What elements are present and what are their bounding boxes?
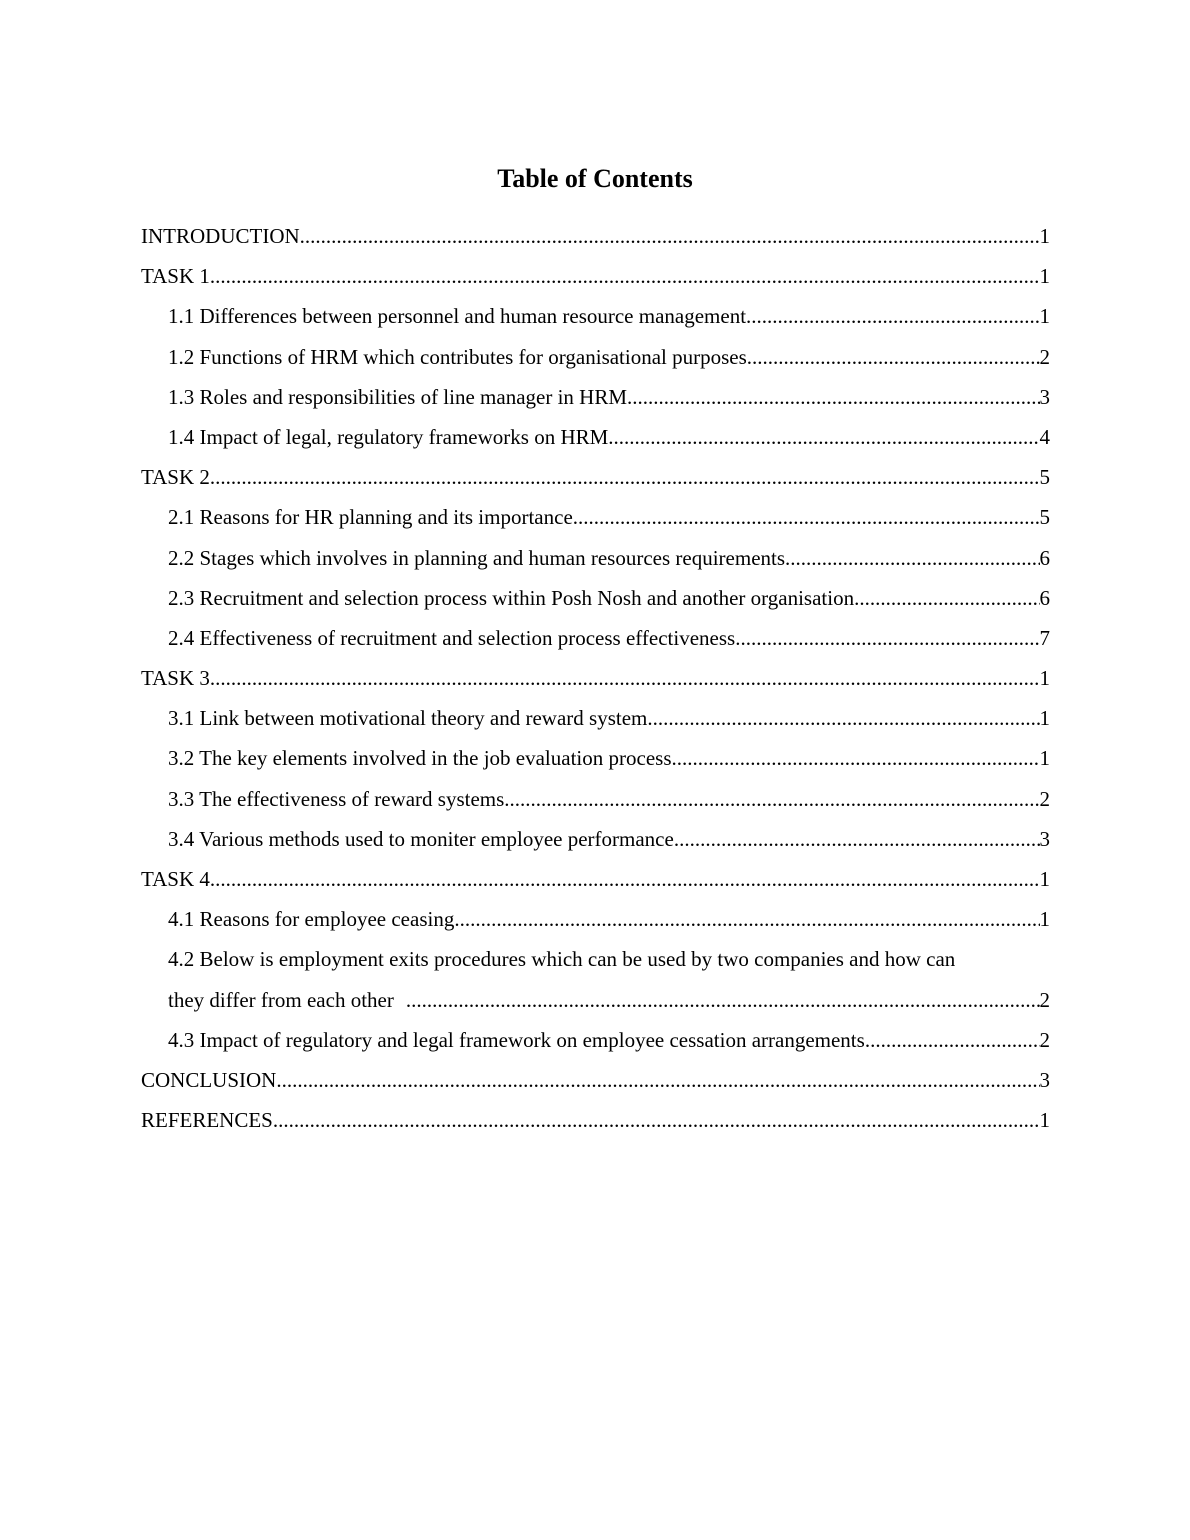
toc-entry-page: 6 <box>1039 585 1050 610</box>
toc-entry-label: INTRODUCTION <box>141 224 300 248</box>
toc-entry-label: 1.4 Impact of legal, regulatory frameworks on HRM <box>168 424 609 449</box>
toc-entry-page: 6 <box>1039 545 1050 570</box>
toc-entry-label: TASK 3 <box>141 666 210 691</box>
toc-entry-2-3[interactable] <box>141 578 1050 618</box>
toc-entry-page: 1 <box>1039 1108 1050 1133</box>
toc-entry-conclusion[interactable] <box>141 1060 1050 1100</box>
toc-entry-page: 2 <box>1039 786 1050 811</box>
toc-entry-label: 3.4 Various methods used to moniter employee performance <box>168 826 674 851</box>
toc-entry-2-2[interactable] <box>141 538 1050 578</box>
toc-entry-page: 3 <box>1039 1067 1050 1092</box>
dot-leader <box>647 698 1039 738</box>
toc-entry-introduction[interactable] <box>141 216 1050 256</box>
dot-leader <box>627 377 1039 417</box>
dot-leader <box>865 1020 1040 1060</box>
toc-entry-label: TASK 2 <box>141 465 210 490</box>
toc-entry-page: 1 <box>1039 907 1050 932</box>
toc-entry-label: 3.2 The key elements involved in the job evaluation process <box>168 746 672 771</box>
dot-leader <box>747 337 1040 377</box>
toc-entry-page: 1 <box>1039 867 1050 891</box>
toc-entry-label: 2.3 Recruitment and selection process within Posh Nosh and another organisation <box>168 585 855 610</box>
toc-entry-task-3[interactable] <box>141 658 1050 698</box>
toc-entry-2-1[interactable] <box>141 497 1050 537</box>
toc-entry-page: 1 <box>1039 666 1050 691</box>
toc-entry-page: 1 <box>1039 304 1050 329</box>
toc-entry-3-1[interactable] <box>141 698 1050 738</box>
toc-entry-label-line-1: 4.2 Below is employment exits procedures which can be used by two companies and how can <box>168 947 956 972</box>
toc-entry-label-line-2: they differ from each other <box>168 987 394 1012</box>
toc-entry-page: 1 <box>1039 706 1050 731</box>
dot-leader <box>210 256 1040 296</box>
toc-entry-page: 1 <box>1039 264 1050 289</box>
toc-entry-3-4[interactable] <box>141 819 1050 859</box>
dot-leader <box>672 738 1040 778</box>
toc-entry-label: TASK 4 <box>141 867 210 891</box>
dot-leader <box>210 457 1040 497</box>
toc-entry-2-4[interactable] <box>141 618 1050 658</box>
table-of-contents <box>141 216 1050 1140</box>
toc-entry-page: 5 <box>1039 465 1050 490</box>
toc-entry-label: 3.3 The effectiveness of reward systems <box>168 786 505 811</box>
toc-entry-page: 1 <box>1039 224 1050 248</box>
toc-entry-1-3[interactable] <box>141 377 1050 417</box>
toc-entry-label: 2.1 Reasons for HR planning and its importance <box>168 505 573 530</box>
toc-title: Table of Contents <box>497 164 693 193</box>
toc-entry-4-1[interactable] <box>141 899 1050 939</box>
toc-entry-label: CONCLUSION <box>141 1067 277 1092</box>
toc-entry-label: 1.2 Functions of HRM which contributes for organisational purposes <box>168 344 747 369</box>
toc-entry-1-4[interactable] <box>141 417 1050 457</box>
dot-leader <box>210 859 1040 899</box>
dot-leader <box>746 296 1039 336</box>
toc-entry-label: 1.1 Differences between personnel and human resource management <box>168 304 747 329</box>
dot-leader <box>210 658 1040 698</box>
toc-entry-label: 2.2 Stages which involves in planning and human resources requirements <box>168 545 786 570</box>
toc-entry-task-1[interactable] <box>141 256 1050 296</box>
toc-entry-page: 7 <box>1039 625 1050 650</box>
toc-entry-4-3[interactable] <box>141 1020 1050 1060</box>
dot-leader <box>674 819 1040 859</box>
dot-leader <box>573 497 1040 537</box>
toc-entry-page: 1 <box>1039 746 1050 771</box>
toc-entry-label: 3.1 Link between motivational theory and reward system <box>168 706 648 731</box>
toc-entry-task-2[interactable] <box>141 457 1050 497</box>
toc-entry-page: 5 <box>1039 505 1050 530</box>
toc-entry-1-1[interactable] <box>141 296 1050 336</box>
toc-entry-page: 2 <box>1039 344 1050 369</box>
toc-entry-label: REFERENCES <box>141 1108 273 1133</box>
toc-entry-page: 3 <box>1039 384 1050 409</box>
toc-entry-references[interactable] <box>141 1100 1050 1140</box>
dot-leader <box>504 779 1039 819</box>
toc-entry-3-2[interactable] <box>141 738 1050 778</box>
toc-entry-page: 3 <box>1039 826 1050 851</box>
toc-entry-label: 2.4 Effectiveness of recruitment and selection process effectiveness <box>168 625 736 650</box>
toc-entry-label: 4.1 Reasons for employee ceasing <box>168 907 455 932</box>
toc-entry-line-2 <box>168 980 1050 1020</box>
dot-leader <box>276 1060 1039 1100</box>
dot-leader <box>406 980 1040 1020</box>
toc-entry-page: 2 <box>1039 1027 1050 1052</box>
dot-leader <box>454 899 1039 939</box>
toc-entry-label: 1.3 Roles and responsibilities of line manager in HRM <box>168 384 628 409</box>
toc-entry-1-2[interactable] <box>141 337 1050 377</box>
dot-leader <box>854 578 1039 618</box>
dot-leader <box>608 417 1039 457</box>
toc-entry-label: 4.3 Impact of regulatory and legal framework on employee cessation arrangements <box>168 1027 865 1052</box>
dot-leader <box>735 618 1039 658</box>
toc-entry-4-2[interactable] <box>141 939 1050 1019</box>
toc-entry-page: 4 <box>1039 424 1050 449</box>
dot-leader <box>785 538 1039 578</box>
toc-entry-page: 2 <box>1039 987 1050 1012</box>
toc-entry-label: TASK 1 <box>141 264 210 289</box>
toc-entry-3-3[interactable] <box>141 779 1050 819</box>
dot-leader <box>300 216 1040 256</box>
toc-entry-task-4[interactable] <box>141 859 1050 899</box>
dot-leader <box>273 1100 1040 1140</box>
